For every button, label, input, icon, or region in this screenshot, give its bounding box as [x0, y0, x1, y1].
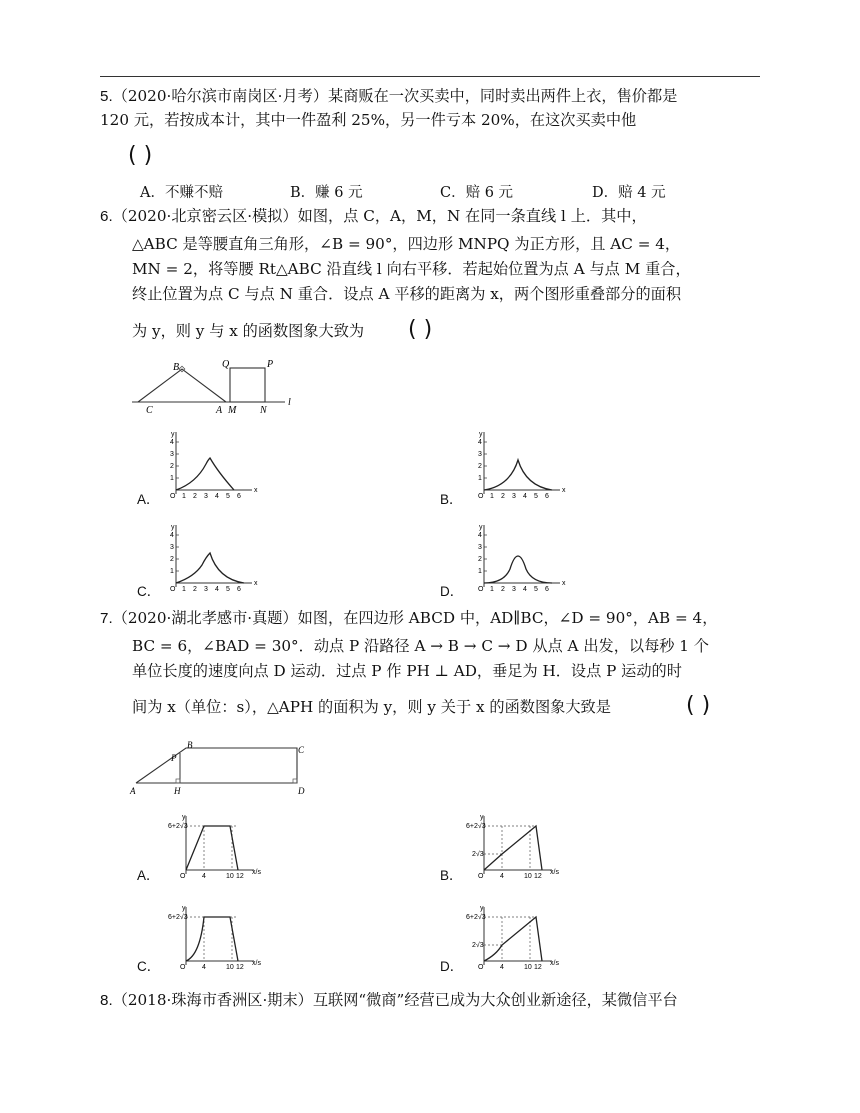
x-tick-label: 2	[193, 586, 197, 593]
function-curve	[484, 460, 552, 490]
function-curve	[186, 826, 238, 870]
y-tick-label: 1	[170, 568, 174, 575]
x-tick-10: 10	[524, 873, 532, 880]
x-tick-label: 4	[215, 586, 219, 593]
q5-line-1: 5.（2020·哈尔滨市南岗区·月考）某商贩在一次买卖中，同时卖出两件上衣，售价都是	[100, 87, 678, 105]
q6-option-a[interactable]: A．	[137, 492, 160, 507]
y-axis-label: y	[479, 524, 483, 531]
q6-line-4: 终止位置为点 C 与点 N 重合．设点 A 平移的距离为 x，两个图形重叠部分的面积	[132, 285, 682, 303]
q7-figure	[130, 740, 310, 798]
x-axis-label: x	[562, 487, 566, 494]
q5-line-2: 120 元，若按成本计，其中一件盈利 25%，另一件亏本 20%，在这次买卖中他	[100, 111, 637, 129]
y-axis-label: y	[171, 524, 175, 531]
q7-graph-a[interactable]	[168, 814, 268, 882]
q5-option-b[interactable]: B．赚 6 元	[290, 185, 363, 201]
q6-label-B: B	[173, 362, 180, 373]
q7-answer-paren[interactable]: ( )	[686, 693, 711, 718]
y-tick-label: 4	[170, 532, 174, 539]
q6-line-2: △ABC 是等腰直角三角形，∠B = 90°，四边形 MNPQ 为正方形，且 AC = 4，	[132, 235, 681, 253]
x-axis-label: x	[254, 487, 258, 494]
origin-label: O	[170, 493, 176, 500]
q7-line-4: 间为 x（单位：s），△APH 的面积为 y，则 y 关于 x 的函数图象大致是	[132, 698, 611, 716]
x-tick-label: 6	[545, 586, 549, 593]
q7-line-3: 单位长度的速度向点 D 运动．过点 P 作 PH ⊥ AD，垂足为 H．设点 P 运动的时	[132, 662, 682, 680]
y-tick-label: 2	[170, 463, 174, 470]
y-tick-label: 1	[478, 475, 482, 482]
q6-figure	[130, 355, 300, 415]
y-tick-label: 3	[170, 544, 174, 551]
y-tick-top: 6+2√3	[466, 823, 486, 830]
y-axis-label: y	[480, 905, 484, 912]
x-tick-4: 4	[202, 964, 206, 971]
x-axis-label: x	[562, 580, 566, 587]
q7-label-H: H	[174, 786, 181, 796]
function-curve	[484, 826, 542, 870]
q7-option-d[interactable]: D．	[440, 959, 464, 974]
q7-label-B: B	[187, 740, 193, 750]
q6-answer-paren[interactable]: ( )	[408, 317, 433, 342]
x-tick-label: 4	[523, 586, 527, 593]
y-tick-top: 6+2√3	[168, 823, 188, 830]
x-tick-label: 2	[193, 493, 197, 500]
x-tick-label: 1	[490, 493, 494, 500]
header-rule	[100, 76, 760, 77]
function-curve	[176, 553, 244, 583]
x-tick-label: 2	[501, 493, 505, 500]
x-tick-4: 4	[500, 964, 504, 971]
y-tick-label: 3	[478, 451, 482, 458]
x-tick-12: 12	[236, 964, 244, 971]
origin-label: O	[478, 964, 484, 971]
q6-option-d[interactable]: D．	[440, 584, 464, 599]
x-tick-label: 3	[204, 493, 208, 500]
x-tick-label: 6	[237, 493, 241, 500]
q6-label-A: A	[216, 405, 223, 416]
q6-graph-d[interactable]	[470, 521, 570, 597]
q7-graph-c[interactable]	[168, 905, 268, 973]
q7-graph-b[interactable]	[466, 814, 566, 882]
q7-label-C: C	[298, 745, 305, 755]
q6-option-b[interactable]: B．	[440, 492, 463, 507]
q6-line-1: 6.（2020·北京密云区·模拟）如图，点 C，A，M，N 在同一条直线 l 上．其中，	[100, 207, 647, 225]
x-tick-label: 3	[512, 493, 516, 500]
q6-graph-c[interactable]	[162, 521, 262, 597]
y-tick-label: 2	[478, 556, 482, 563]
q6-option-c[interactable]: C．	[137, 584, 161, 599]
x-tick-12: 12	[236, 873, 244, 880]
q7-graph-d[interactable]	[466, 905, 566, 973]
x-tick-10: 10	[226, 873, 234, 880]
x-tick-4: 4	[202, 873, 206, 880]
x-tick-label: 3	[204, 586, 208, 593]
q6-label-C: C	[146, 405, 153, 416]
x-axis-label: x/s	[550, 869, 559, 876]
x-tick-label: 1	[182, 586, 186, 593]
q6-graph-b[interactable]	[470, 428, 570, 504]
y-tick-top: 6+2√3	[466, 914, 486, 921]
origin-label: O	[170, 586, 176, 593]
y-tick-label: 3	[170, 451, 174, 458]
origin-label: O	[180, 873, 186, 880]
q6-label-P: P	[267, 359, 274, 370]
x-tick-label: 4	[523, 493, 527, 500]
x-axis-label: x/s	[252, 960, 261, 967]
function-curve	[186, 917, 238, 961]
x-tick-label: 5	[534, 586, 538, 593]
x-tick-label: 1	[490, 586, 494, 593]
y-axis-label: y	[480, 814, 484, 821]
q5-answer-paren[interactable]: ( )	[128, 143, 153, 168]
y-tick-label: 2	[478, 463, 482, 470]
origin-label: O	[478, 493, 484, 500]
x-axis-label: x	[254, 580, 258, 587]
q5-option-d[interactable]: D．赔 4 元	[592, 185, 666, 201]
x-tick-label: 4	[215, 493, 219, 500]
x-tick-label: 5	[534, 493, 538, 500]
q6-label-Q: Q	[222, 359, 230, 370]
q6-label-l: l	[288, 397, 291, 408]
q8-line-1: 8.（2018·珠海市香洲区·期末）互联网“微商”经营已成为大众创业新途径，某微信平台	[100, 991, 678, 1009]
q7-option-c[interactable]: C．	[137, 959, 161, 974]
y-axis-label: y	[182, 905, 186, 912]
x-tick-label: 5	[226, 586, 230, 593]
q5-option-c[interactable]: C．赔 6 元	[440, 185, 514, 201]
y-tick-mid: 2√3	[472, 942, 484, 949]
q7-option-b[interactable]: B．	[440, 868, 463, 883]
origin-label: O	[478, 586, 484, 593]
q7-line-2: BC = 6，∠BAD = 30°．动点 P 沿路径 A → B → C → D 从点 A 出发，以每秒 1 个	[132, 637, 709, 655]
x-tick-label: 3	[512, 586, 516, 593]
q6-line-3: MN = 2，将等腰 Rt△ABC 沿直线 l 向右平移．若起始位置为点 A 与点 M 重合，	[132, 260, 691, 278]
x-tick-label: 1	[182, 493, 186, 500]
q5-option-a[interactable]: A．不赚不赔	[140, 185, 223, 201]
y-tick-label: 4	[478, 532, 482, 539]
q7-option-a[interactable]: A．	[137, 868, 160, 883]
q6-label-N: N	[260, 405, 267, 416]
origin-label: O	[478, 873, 484, 880]
q7-label-D: D	[298, 786, 305, 796]
x-tick-10: 10	[524, 964, 532, 971]
y-tick-label: 4	[170, 439, 174, 446]
q7-label-P: P	[171, 753, 177, 763]
y-tick-label: 3	[478, 544, 482, 551]
q6-label-M: M	[228, 405, 237, 416]
x-tick-12: 12	[534, 964, 542, 971]
y-axis-label: y	[182, 814, 186, 821]
y-tick-label: 4	[478, 439, 482, 446]
function-curve	[176, 458, 234, 490]
y-tick-label: 1	[170, 475, 174, 482]
y-axis-label: y	[171, 431, 175, 438]
function-curve	[484, 917, 542, 961]
q6-line-5: 为 y，则 y 与 x 的函数图象大致为	[132, 322, 365, 340]
function-curve	[484, 556, 552, 583]
x-axis-label: x/s	[550, 960, 559, 967]
q6-graph-a[interactable]	[162, 428, 262, 504]
x-tick-4: 4	[500, 873, 504, 880]
x-tick-label: 5	[226, 493, 230, 500]
origin-label: O	[180, 964, 186, 971]
y-tick-label: 1	[478, 568, 482, 575]
x-tick-label: 2	[501, 586, 505, 593]
q7-label-A: A	[130, 786, 136, 796]
y-tick-mid: 2√3	[472, 851, 484, 858]
q7-line-1: 7.（2020·湖北孝感市·真题）如图，在四边形 ABCD 中，AD∥BC，∠D = 90°，AB = 4，	[100, 609, 718, 627]
y-axis-label: y	[479, 431, 483, 438]
x-tick-12: 12	[534, 873, 542, 880]
x-tick-label: 6	[545, 493, 549, 500]
x-axis-label: x/s	[252, 869, 261, 876]
x-tick-label: 6	[237, 586, 241, 593]
x-tick-10: 10	[226, 964, 234, 971]
y-tick-label: 2	[170, 556, 174, 563]
y-tick-top: 6+2√3	[168, 914, 188, 921]
